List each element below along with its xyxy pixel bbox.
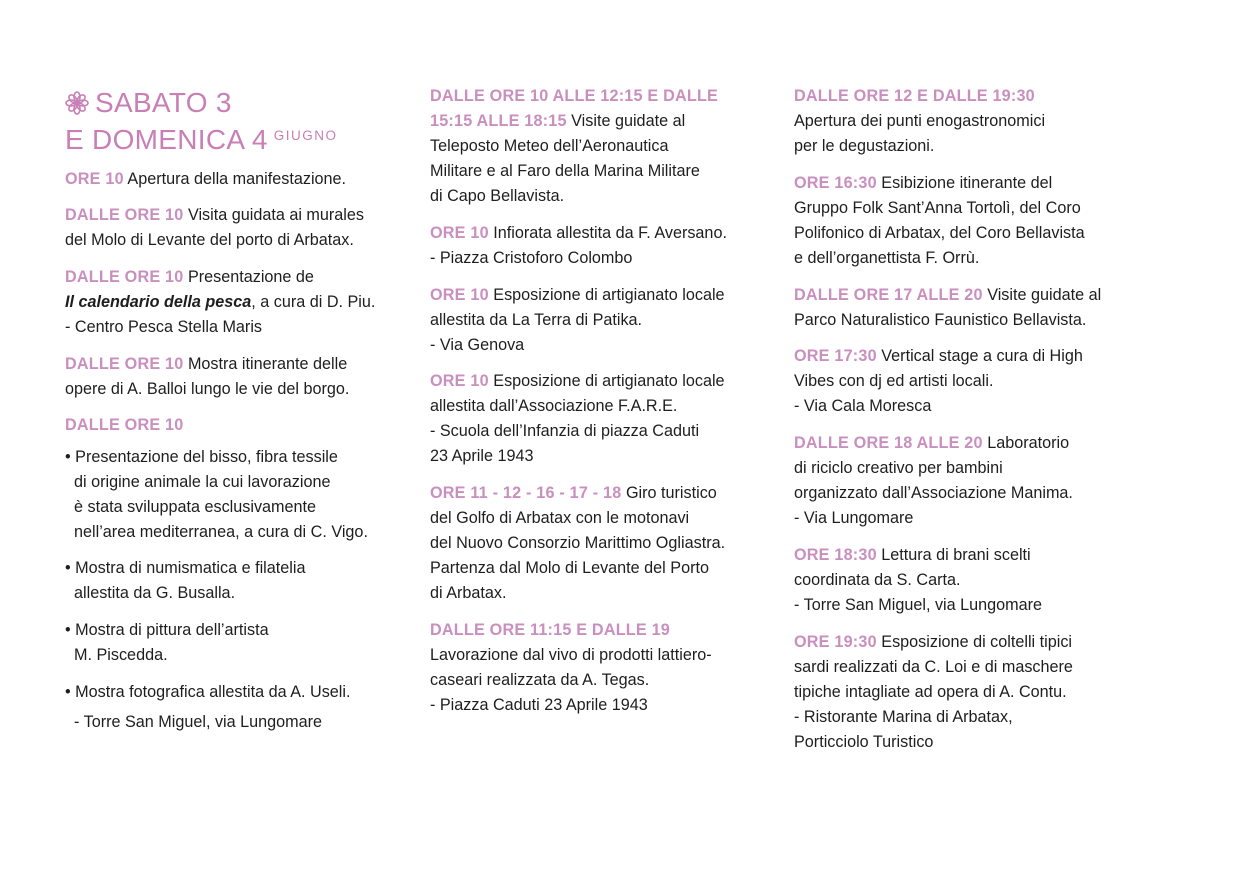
event-location: - Torre San Miguel, via Lungomare xyxy=(74,713,323,731)
event-text: Vibes con dj ed artisti locali. xyxy=(794,372,994,390)
event-text: Esibizione itinerante del xyxy=(881,174,1053,192)
bullet-item xyxy=(65,445,425,545)
event-time: DALLE ORE 10 xyxy=(65,355,184,373)
event-entry xyxy=(430,221,790,271)
bullet-text: di origine animale la cui lavorazione xyxy=(74,473,331,491)
event-entry xyxy=(794,543,1154,618)
event-text: Apertura della manifestazione. xyxy=(127,170,347,188)
event-location: - Ristorante Marina di Arbatax, xyxy=(794,708,1013,726)
event-text: Esposizione di coltelli tipici xyxy=(881,633,1073,651)
heading-day-2: E DOMENICA 4 xyxy=(65,124,268,155)
bullet-text: • Mostra di pittura dell’artista xyxy=(65,621,269,639)
event-time: DALLE ORE 12 E DALLE 19:30 xyxy=(794,87,1035,105)
event-text: Vertical stage a cura di High xyxy=(881,347,1083,365)
heading-month: GIUGNO xyxy=(273,128,338,143)
event-location: Porticciolo Turistico xyxy=(794,733,934,751)
event-entry xyxy=(65,352,425,402)
book-title: Il calendario della pesca xyxy=(65,293,252,311)
bullet-text: • Presentazione del bisso, fibra tessile xyxy=(65,448,338,466)
event-text: Gruppo Folk Sant’Anna Tortolì, del Coro xyxy=(794,199,1081,217)
event-text: opere di A. Balloi lungo le vie del borgo. xyxy=(65,380,350,398)
event-text: e dell’organettista F. Orrù. xyxy=(794,249,980,267)
event-entry xyxy=(430,481,790,606)
event-time: ORE 17:30 xyxy=(794,347,877,365)
event-text: Lavorazione dal vivo di prodotti lattiero- xyxy=(430,646,712,664)
event-text: caseari realizzata da A. Tegas. xyxy=(430,671,650,689)
heading-line-1 xyxy=(65,84,410,121)
bullet-item xyxy=(65,556,425,606)
event-text: sardi realizzati da C. Loi e di maschere xyxy=(794,658,1073,676)
event-text: del Molo di Levante del porto di Arbatax. xyxy=(65,231,354,249)
event-entry xyxy=(65,413,425,438)
event-location: - Centro Pesca Stella Maris xyxy=(65,318,263,336)
event-text: Presentazione de xyxy=(187,268,314,286)
heading-line-2 xyxy=(65,121,410,158)
event-time: ORE 18:30 xyxy=(794,546,877,564)
event-time: ORE 11 - 12 - 16 - 17 - 18 xyxy=(430,484,622,502)
event-text: Lettura di brani scelti xyxy=(881,546,1031,564)
event-location: - Via Lungomare xyxy=(794,509,914,527)
event-location: - Scuola dell’Infanzia di piazza Caduti xyxy=(430,422,700,440)
event-entry xyxy=(430,369,790,469)
event-entry xyxy=(794,630,1154,755)
event-location: - Torre San Miguel, via Lungomare xyxy=(794,596,1043,614)
bullet-text: è stata sviluppata esclusivamente xyxy=(74,498,317,516)
event-text: Apertura dei punti enogastronomici xyxy=(794,112,1046,130)
event-location: 23 Aprile 1943 xyxy=(430,447,534,465)
event-time: ORE 10 xyxy=(430,372,489,390)
bullet-item xyxy=(65,618,425,668)
bullet-item xyxy=(65,680,425,735)
event-time: ORE 10 xyxy=(430,286,489,304)
flower-icon xyxy=(65,91,89,115)
event-text: , a cura di D. Piu. xyxy=(251,293,376,311)
event-time: DALLE ORE 10 xyxy=(65,206,184,224)
event-text: di riciclo creativo per bambini xyxy=(794,459,1003,477)
event-entry xyxy=(794,84,1154,159)
event-text: Mostra itinerante delle xyxy=(187,355,348,373)
event-time: DALLE ORE 10 xyxy=(65,268,184,286)
bullet-text: • Mostra fotografica allestita da A. Useli. xyxy=(65,683,351,701)
event-location: - Piazza Caduti 23 Aprile 1943 xyxy=(430,696,648,714)
event-text: Partenza dal Molo di Levante del Porto xyxy=(430,559,709,577)
event-time: DALLE ORE 18 ALLE 20 xyxy=(794,434,983,452)
event-text: del Nuovo Consorzio Marittimo Ogliastra. xyxy=(430,534,726,552)
event-text: di Arbatax. xyxy=(430,584,507,602)
event-entry xyxy=(794,431,1154,531)
event-entry xyxy=(430,283,790,358)
event-entry xyxy=(65,167,425,192)
event-text: Visite guidate al xyxy=(987,286,1102,304)
event-entry xyxy=(794,171,1154,271)
event-text: Esposizione di artigianato locale xyxy=(493,372,725,390)
heading-day-1: SABATO 3 xyxy=(95,87,232,118)
event-entry xyxy=(65,203,425,253)
event-time: ORE 10 xyxy=(65,170,124,188)
event-time: 15:15 ALLE 18:15 xyxy=(430,112,567,130)
event-text: Parco Naturalistico Faunistico Bellavista. xyxy=(794,311,1087,329)
event-time: DALLE ORE 10 ALLE 12:15 E DALLE xyxy=(430,87,719,105)
event-text: Visita guidata ai murales xyxy=(187,206,365,224)
event-text: tipiche intagliate ad opera di A. Contu. xyxy=(794,683,1067,701)
event-text: Infiorata allestita da F. Aversano. xyxy=(493,224,727,242)
event-time: ORE 10 xyxy=(430,224,489,242)
bullet-text: M. Piscedda. xyxy=(74,646,168,664)
event-text: Laboratorio xyxy=(987,434,1070,452)
event-text: organizzato dall’Associazione Manima. xyxy=(794,484,1073,502)
event-time: DALLE ORE 17 ALLE 20 xyxy=(794,286,983,304)
event-location: - Piazza Cristoforo Colombo xyxy=(430,249,633,267)
event-time: DALLE ORE 11:15 E DALLE 19 xyxy=(430,621,670,639)
day-heading xyxy=(65,84,410,158)
event-text: per le degustazioni. xyxy=(794,137,935,155)
event-time: DALLE ORE 10 xyxy=(65,416,184,434)
event-text: Giro turistico xyxy=(625,484,717,502)
event-time: ORE 19:30 xyxy=(794,633,877,651)
event-entry xyxy=(430,618,790,718)
event-time: ORE 16:30 xyxy=(794,174,877,192)
event-location: - Via Genova xyxy=(430,336,525,354)
event-location: - Via Cala Moresca xyxy=(794,397,932,415)
event-text: del Golfo di Arbatax con le motonavi xyxy=(430,509,690,527)
event-entry xyxy=(430,84,790,209)
event-text: Esposizione di artigianato locale xyxy=(493,286,725,304)
event-text: Militare e al Faro della Marina Militare xyxy=(430,162,700,180)
bullet-text: • Mostra di numismatica e filatelia xyxy=(65,559,306,577)
event-text: allestita da La Terra di Patika. xyxy=(430,311,643,329)
event-entry xyxy=(794,283,1154,333)
bullet-text: nell’area mediterranea, a cura di C. Vigo. xyxy=(74,523,368,541)
event-text: Teleposto Meteo dell’Aeronautica xyxy=(430,137,669,155)
event-text: Visite guidate al xyxy=(571,112,686,130)
bullet-text: allestita da G. Busalla. xyxy=(74,584,236,602)
event-text: di Capo Bellavista. xyxy=(430,187,565,205)
event-text: allestita dall’Associazione F.A.R.E. xyxy=(430,397,678,415)
event-entry xyxy=(794,344,1154,419)
event-entry xyxy=(65,265,425,340)
event-text: Polifonico di Arbatax, del Coro Bellavista xyxy=(794,224,1085,242)
event-text: coordinata da S. Carta. xyxy=(794,571,961,589)
